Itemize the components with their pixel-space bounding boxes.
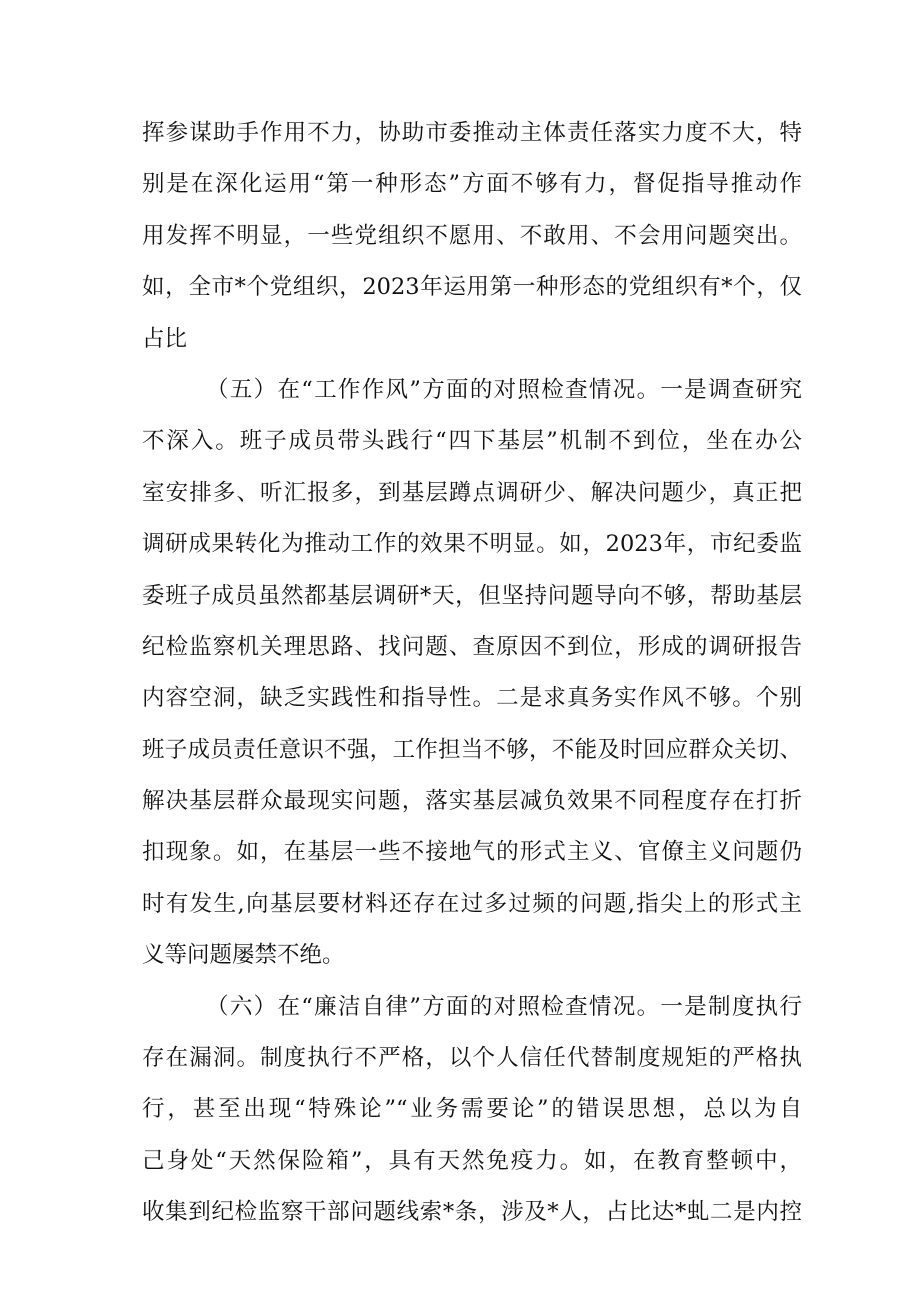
text-line: 调研成果转化为推动工作的效果不明显。如，2023年，市纪委监 (142, 531, 802, 558)
text-line: 扣现象。如，在基层一些不接地气的形式主义、官僚主义问题仍 (142, 839, 802, 866)
text-line: 不深入。班子成员带头践行“四下基层”机制不到位，坐在办公 (142, 428, 802, 455)
text-line: 内容空洞，缺乏实践性和指导性。二是求真务实作风不够。个别 (142, 685, 802, 712)
paragraph-5-work-style (142, 365, 802, 982)
text-line: 收集到纪检监察干部问题线索*条，涉及*人，占比达*虬二是内控 (142, 1199, 802, 1226)
paragraph-heading-line: （六）在“廉洁自律”方面的对照检查情况。一是制度执行 (206, 993, 802, 1020)
text-line: 己身处“天然保险箱”，具有天然免疫力。如，在教育整顿中， (142, 1147, 802, 1174)
text-line: 占比 (142, 325, 188, 352)
text-line: 别是在深化运用“第一种形态”方面不够有力，督促指导推动作 (142, 171, 802, 198)
text-line: 委班子成员虽然都基层调研*天，但坚持问题导向不够，帮助基层 (142, 582, 802, 609)
paragraph-6-integrity (142, 982, 802, 1239)
text-line: 如，全市*个党组织，2023年运用第一种形态的党组织有*个，仅 (142, 274, 802, 301)
text-line: 义等问题屡禁不绝。 (142, 942, 345, 969)
text-line: 存在漏洞。制度执行不严格，以个人信任代替制度规矩的严格执 (142, 1045, 802, 1072)
text-line: 行，甚至出现“特殊论”“业务需要论”的错误思想，总以为自 (142, 1096, 802, 1123)
paragraph-4-continued (142, 108, 802, 365)
text-line: 用发挥不明显，一些党组织不愿用、不敢用、不会用问题突出。 (142, 222, 802, 249)
document-body (142, 108, 802, 1239)
paragraph-heading-line: （五）在“工作作风”方面的对照检查情况。一是调查研究 (206, 376, 802, 403)
text-line: 挥参谋助手作用不力，协助市委推动主体责任落实力度不大，特 (142, 120, 802, 146)
text-line: 纪检监察机关理思路、找问题、查原因不到位，形成的调研报告 (142, 633, 802, 660)
text-line: 时有发生,向基层要材料还存在过多过频的问题,指尖上的形式主 (142, 890, 802, 917)
text-line: 室安排多、听汇报多，到基层蹲点调研少、解决问题少，真正把 (142, 479, 802, 506)
text-line: 解决基层群众最现实问题，落实基层减负效果不同程度存在打折 (142, 788, 802, 815)
text-line: 班子成员责任意识不强，工作担当不够，不能及时回应群众关切、 (142, 736, 802, 763)
